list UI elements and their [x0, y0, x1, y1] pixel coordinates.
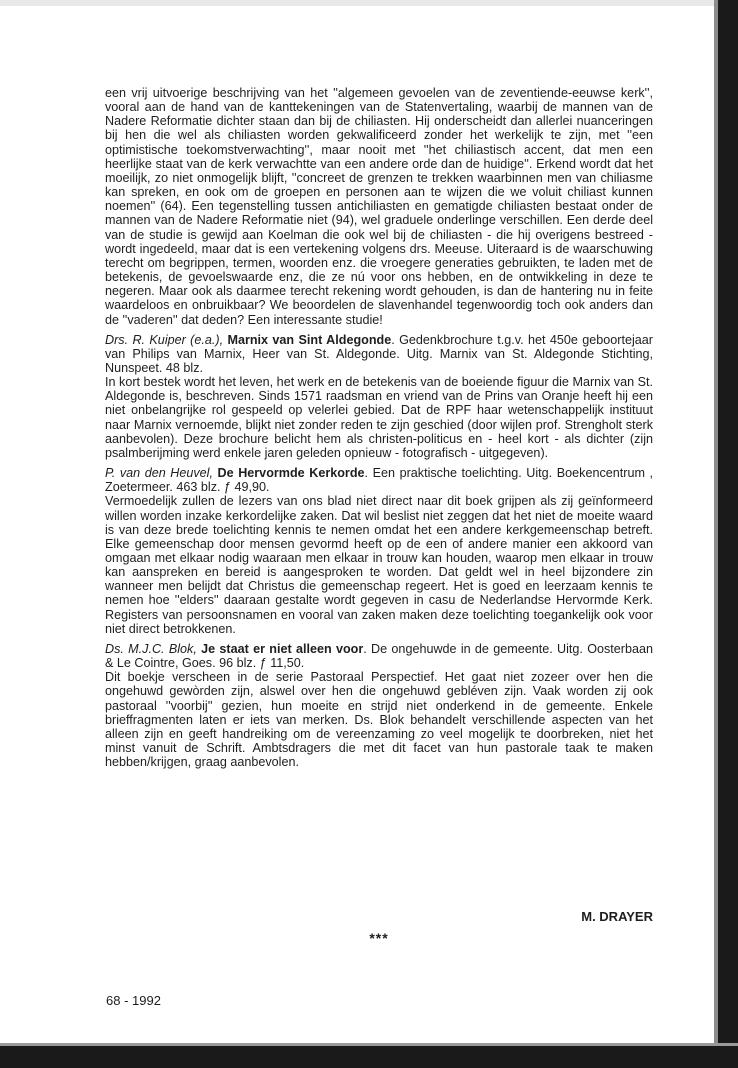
page-number: 68 - 1992 [106, 993, 161, 1008]
scan-right-border [718, 0, 738, 1068]
review-details-1: . Gedenkbrochure t.g.v. het 450e geboortejaar van Philips van Marnix, Heer van St. Aldegonde. Uitg. Marnix van St. Aldegonde Stichting, Nunspeet. 48 blz. [105, 332, 653, 375]
review-title-2: De Hervormde Kerkorde [217, 466, 365, 481]
review-title-3: Je staat er niet alleen voor [201, 641, 364, 656]
review-author-3: Ds. M.J.C. Blok, [105, 641, 197, 656]
review-body-3: Dit boekje verscheen in de serie Pastoraal Perspectief. Het gaat niet zozeer over hen die ongehuwd gewòrden zijn, alswel over hen die ongehuwd gebléven zijn. Vaak worden zij ook pastoraal ''voorbij'' gezien, hun moeite en strijd niet onderkend in de gemeente. Enkele brieffragmenten laten er iets van merken. Ds. Blok behandelt verschillende aspecten van het alleen zijn en geeft handreiking om de vereenzaming zo veel mogelijk te doorbreken, niet het minst vanuit de Schrift. Ambtsdragers die met dit facet van hun pastorale taak te maken hebben/krijgen, graag aanbevolen. [105, 670, 653, 770]
review-citation-2 [105, 466, 653, 494]
scan-bottom-border [0, 1046, 738, 1068]
review-author-2: P. van den Heuvel, [105, 466, 213, 481]
review-citation-3 [105, 642, 653, 670]
review-author-1: Drs. R. Kuiper (e.a.), [105, 332, 224, 347]
review-body-1: In kort bestek wordt het leven, het werk en de betekenis van de boeiende figuur die Marnix van St. Aldegonde is, beschreven. Sinds 1571 raadsman en vriend van de Prins van Oranje heeft hij een niet onbelangrijke rol gespeeld op velerlei gebied. Dat de RPF haar wetenschappelijk instituut naar Marnix vernoemde, blijkt niet zonder reden te zijn geschied (door wijlen prof. Strengholt sterk aanbevolen). Deze brochure belicht hem als christen-politicus en - heel kort - als dichter (zijn psalmberijming werd enkele jaren geleden opnieuw - fotografisch - uitgegeven). [105, 375, 653, 460]
author-signature: M. DRAYER [581, 909, 653, 924]
review-body-2: Vermoedelijk zullen de lezers van ons blad niet direct naar dit boek grijpen als zij geïnformeerd willen worden inzake kerkordelijke zaken. Dat wil beslist niet zeggen dat het niet de moeite waard is van deze brede toelichting kennis te nemen omdat het een andere kerkgemeenschap betreft. Elke gemeenschap door mensen gevormd heeft op de een of andere manier een akkoord van omgaan met elkaar nodig waaraan men elkaar in trouw kan houden, waarop men elkaar in trouw kan aanspreken en bereid is aangesproken te worden. Dat geldt wel in heel bijzondere zin wanneer men belijdt dat Christus die gemeenschap regeert. Het is goed en leerzaam kennis te nemen hoe ''elders'' daaraan gestalte wordt gegeven in casu de Nederlandse Hervormde Kerk. Registers van persoonsnamen en vooral van zaken maken deze toelichting toegankelijk ook voor niet direct betrokkenen. [105, 494, 653, 636]
review-details-2: . Een praktische toelichting. Uitg. Boekencentrum , Zoetermeer. 463 blz. ƒ 49,90. [105, 466, 654, 495]
review-details-3: . De ongehuwde in de gemeente. Uitg. Oosterbaan & Le Cointre, Goes. 96 blz. ƒ 11,50. [105, 641, 654, 671]
intro-paragraph: een vrij uitvoerige beschrijving van het ''algemeen gevoelen van de zeventiende-eeuwse kerk'', vooral aan de hand van de kanttekeningen van de Statenvertaling, waarbij de mannen van de Nadere Reformatie dichter staan dan bij de chiliasten. Hij onderscheidt dan allerlei nuanceringen bij hen die wel als chiliasten worden gekwalificeerd zonder het werkelijk te zijn, met ''een optimistische toekomstverwachting'', maar nooit met ''het chiliastisch accent, dat men een heerlijke staat van de kerk verwachtte van een andere orde dan de huidige''. Erkend wordt dat het moeilijk, zo niet onmogelijk blijft, ''concreet de grenzen te trekken waarbinnen men van chiliasme kan spreken, en ook om de groepen en personen aan te wijzen die we voluit chiliast kunnen noemen'' (64). Een tegenstelling tussen antichiliasten en gematigde chiliasten bestaat onder de mannen van de Nadere Reformatie niet (94), wel graduele onderlinge verschillen. Een derde deel van de studie is gewijd aan Koelman die ook wel bij de chiliasten - die hij overigens bestreed - wordt ingedeeld, maar dat is een vertekening volgens drs. Meeuse. Uiteraard is de waarschuwing terecht om begrippen, termen, woorden enz. die vroegere generaties gebruikten, te laden met de betekenis, de gevoelswaarde enz, die ze nú voor ons hebben, en de ontwikkeling in deze te negeren. Maar ook als daarmee terecht rekening wordt gehouden, is dan de hantering nu in feite waardeloos en onbruikbaar? We beoordelen de slavenhandel tegenwoordig toch ook anders dan de ''vaderen'' dat deden? Een interessante studie! [105, 86, 653, 327]
review-title-1: Marnix van Sint Aldegonde [227, 332, 392, 347]
page-top-edge [0, 0, 738, 6]
section-separator: *** [369, 930, 389, 946]
article-body [105, 86, 653, 769]
review-citation-1 [105, 333, 653, 375]
